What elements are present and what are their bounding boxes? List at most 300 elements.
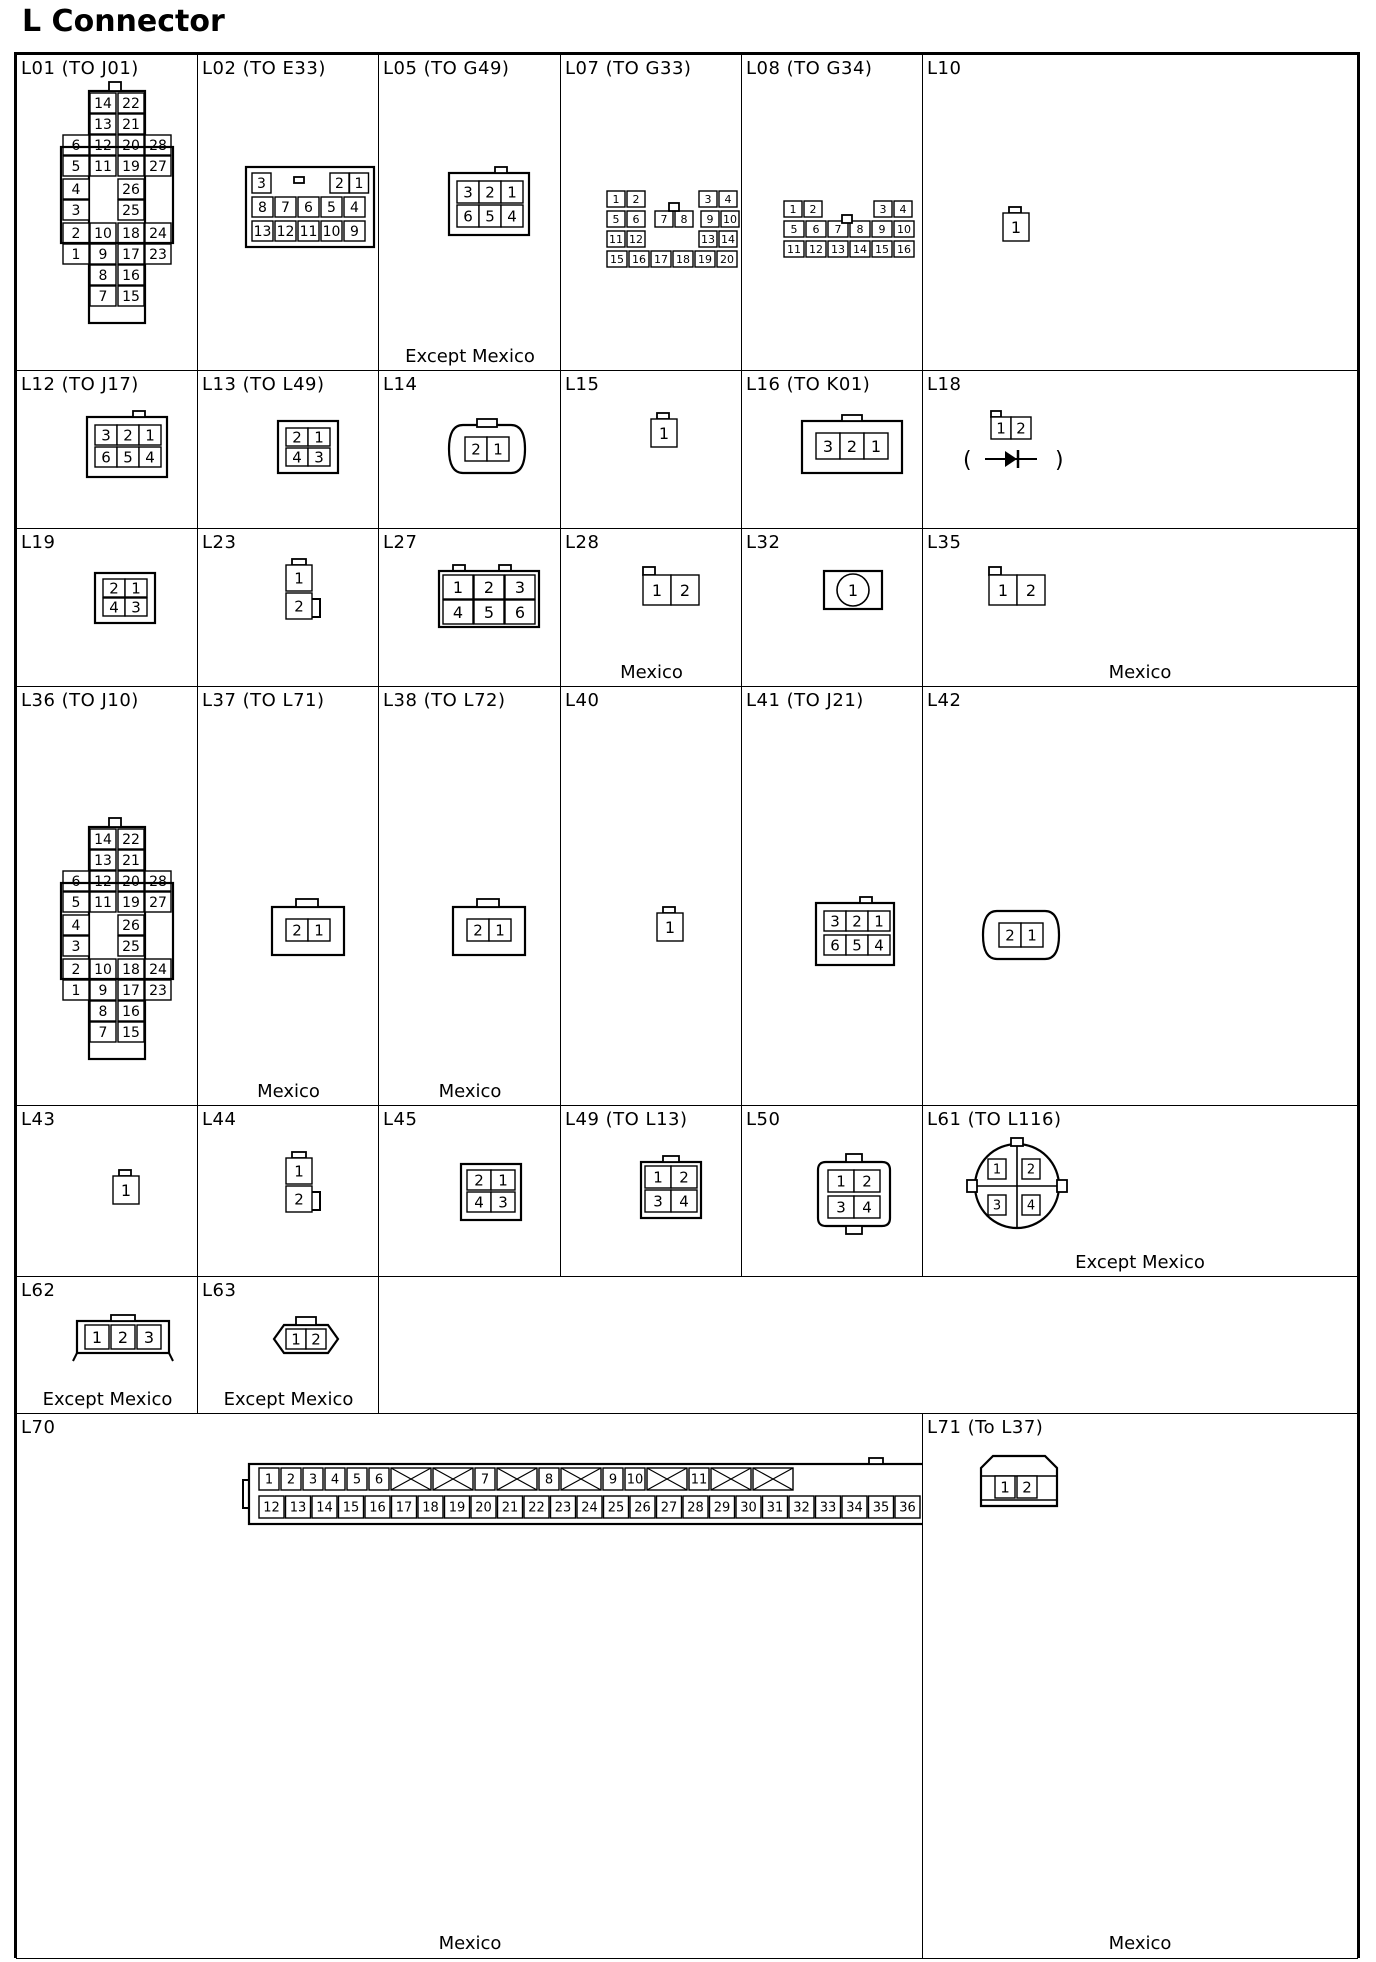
connector-diagram [439, 571, 526, 622]
pin-number: 3 [879, 202, 887, 216]
pin-number: 6 [304, 200, 313, 217]
connector-latch [296, 1317, 316, 1325]
pin-number: 1 [612, 192, 620, 206]
connector-latch [989, 567, 1001, 575]
pin-number: 3 [131, 598, 141, 617]
pin-number: 12 [809, 242, 823, 256]
pin-number: 1 [1027, 926, 1037, 945]
pin-number: 3 [101, 426, 111, 445]
connector-cell-l42 [922, 686, 1358, 1107]
connector-cell-l45 [378, 1105, 562, 1278]
empty-cell [378, 1276, 1358, 1415]
connector-latch [294, 177, 304, 183]
pin-number: 1 [997, 580, 1009, 600]
connector-latch [111, 1315, 135, 1321]
connector-cell-l16 [741, 370, 924, 530]
connector-label: L49 (TO L13) [565, 1109, 688, 1130]
connector-diagram [278, 421, 324, 467]
pin-number: 3 [498, 1193, 508, 1212]
pin-number: 5 [790, 222, 798, 236]
pin-number: 2 [123, 426, 133, 445]
connector-latch [643, 567, 655, 575]
pin-number: 1 [294, 569, 304, 588]
pin-number: 1 [131, 579, 141, 598]
market-note: Except Mexico [223, 1389, 354, 1410]
pin-number: 10 [94, 962, 112, 979]
pin-number: 15 [875, 242, 889, 256]
pin-number: 18 [676, 252, 690, 266]
connector-latch [846, 1226, 862, 1234]
pin-number: 25 [607, 1500, 625, 1516]
connector-latch [292, 559, 306, 565]
pin-number: 18 [122, 226, 140, 243]
connector-label: L42 [927, 690, 962, 711]
connector-diagram [274, 1321, 321, 1349]
pin-number: 4 [145, 448, 155, 467]
pin-number: 34 [846, 1500, 863, 1516]
lock-tab [312, 1192, 320, 1210]
connector-label: L63 [202, 1280, 237, 1301]
pin-number: 1 [498, 1171, 508, 1190]
connector-label: L13 (TO L49) [202, 374, 325, 395]
pin-number: 3 [514, 577, 526, 597]
pin-number: 5 [352, 1472, 362, 1488]
pin-number: 6 [71, 138, 81, 155]
pin-number: 2 [473, 921, 483, 940]
pin-number: 12 [276, 224, 295, 241]
pin-number: 4 [474, 1193, 484, 1212]
connector-cell-l63 [197, 1276, 380, 1415]
connector-cell-l62 [16, 1276, 199, 1415]
pin-number: 13 [831, 242, 845, 256]
connector-latch [296, 899, 318, 907]
pin-number: 2 [117, 1327, 129, 1347]
connector-label: L36 (TO J10) [21, 690, 139, 711]
pin-number: 4 [452, 602, 464, 622]
connector-label: L12 (TO J17) [21, 374, 139, 395]
pin-number: 8 [680, 212, 688, 226]
pin-number: 3 [653, 1192, 663, 1211]
connector-latch [109, 818, 121, 827]
pin-number: 2 [862, 1172, 872, 1191]
connector-latch [1009, 207, 1021, 213]
connector-label: L28 [565, 532, 600, 553]
connector-cell-l02 [197, 54, 380, 372]
pin-number: 27 [149, 159, 167, 176]
pin-number: 26 [122, 182, 140, 199]
connector-diagram [607, 191, 737, 266]
connector-label: L08 (TO G34) [746, 58, 873, 79]
pin-number: 1 [789, 202, 797, 216]
connector-latch [663, 907, 675, 913]
pin-number: 24 [149, 226, 167, 243]
connector-latch [967, 1180, 977, 1192]
connector-label: L10 [927, 58, 962, 79]
market-note: Except Mexico [42, 1389, 173, 1410]
pin-number: 7 [660, 212, 668, 226]
pin-number: 1 [658, 423, 670, 443]
connector-diagram [249, 1464, 916, 1516]
pin-number: 19 [448, 1500, 466, 1516]
pin-number: 23 [149, 247, 167, 264]
connector-label: L45 [383, 1109, 418, 1130]
connector-diagram [461, 1164, 508, 1212]
connector-diagram [87, 417, 155, 467]
pin-number: 1 [870, 436, 882, 456]
pin-number: 18 [122, 962, 140, 979]
pin-number: 10 [897, 222, 911, 236]
connector-diagram [816, 903, 884, 955]
pin-number: 19 [122, 159, 140, 176]
pin-number: 1 [264, 1472, 274, 1488]
connector-label: L15 [565, 374, 600, 395]
pin-number: 21 [122, 853, 140, 870]
pin-number: 33 [819, 1500, 837, 1516]
pin-number: 14 [94, 832, 112, 849]
connector-label: L40 [565, 690, 600, 711]
connector-label: L02 (TO E33) [202, 58, 326, 79]
pin-number: 20 [122, 138, 140, 155]
pin-number: 19 [122, 895, 140, 912]
pin-number: 10 [94, 226, 112, 243]
market-note: Mexico [438, 1933, 502, 1954]
connector-cell-l12 [16, 370, 199, 530]
pin-number: 7 [834, 222, 842, 236]
market-note: Mexico [1108, 662, 1172, 683]
pin-number: 4 [71, 182, 81, 199]
connector-diagram [449, 173, 517, 226]
pin-number: 4 [862, 1198, 872, 1217]
connector-diagram [272, 907, 324, 940]
pin-number: 14 [853, 242, 867, 256]
pin-number: 9 [98, 983, 108, 1000]
connector-label: L05 (TO G49) [383, 58, 510, 79]
pin-number: 26 [122, 918, 140, 935]
pin-number: 4 [874, 936, 884, 955]
pin-number: 1 [71, 247, 81, 264]
pin-number: 6 [830, 936, 840, 955]
pin-number: 1 [664, 917, 676, 937]
pin-number: 2 [852, 912, 862, 931]
pin-number: 23 [149, 983, 167, 1000]
pin-number: 2 [483, 577, 495, 597]
pin-number: 4 [350, 200, 359, 217]
connector-cell-l50 [741, 1105, 924, 1278]
pin-number: 4 [679, 1192, 689, 1211]
pin-number: 5 [483, 602, 495, 622]
pin-number: 28 [687, 1500, 704, 1516]
connector-label: L37 (TO L71) [202, 690, 325, 711]
pin-number: 1 [71, 983, 81, 1000]
connector-grid [14, 52, 1360, 1958]
pin-number: 1 [452, 577, 464, 597]
pin-number: 2 [485, 183, 495, 202]
connector-cell-l37 [197, 686, 380, 1107]
pin-number: 1 [996, 419, 1006, 438]
connector-latch [663, 1156, 679, 1162]
pin-number: 14 [316, 1500, 333, 1516]
pin-number: 4 [1026, 1198, 1036, 1214]
pin-number: 5 [612, 212, 620, 226]
pin-number: 16 [369, 1500, 386, 1516]
market-note: Mexico [438, 1081, 502, 1102]
connector-label: L19 [21, 532, 56, 553]
pin-number: 2 [679, 580, 691, 600]
page-title: L Connector [22, 4, 225, 39]
pin-number: 4 [724, 192, 732, 206]
pin-number: 22 [122, 96, 140, 113]
pin-number: 1 [493, 440, 503, 459]
pin-number: 4 [292, 448, 302, 467]
pin-number: 3 [71, 203, 81, 220]
connector-diagram [1003, 213, 1022, 237]
pin-number: 11 [299, 224, 318, 241]
pin-number: 25 [122, 939, 140, 956]
pin-number: 1 [291, 1330, 301, 1349]
connector-latch [1011, 1138, 1023, 1146]
pin-number: 2 [679, 1168, 689, 1187]
connector-label: L23 [202, 532, 237, 553]
connector-label: L50 [746, 1109, 781, 1130]
pin-number: 2 [71, 962, 81, 979]
pin-number: 2 [846, 436, 858, 456]
pin-number: 4 [507, 207, 517, 226]
pin-number: 1 [1000, 1478, 1010, 1497]
connector-diagram [657, 913, 676, 937]
pin-number: 2 [1026, 1162, 1036, 1178]
pin-number: 2 [71, 226, 81, 243]
pin-number: 2 [1016, 419, 1026, 438]
pin-number: 2 [109, 579, 119, 598]
connector-cell-l41 [741, 686, 924, 1107]
connector-diagram [643, 575, 691, 600]
connector-diagram [963, 417, 1064, 473]
connector-diagram [818, 1162, 872, 1217]
pin-number: 13 [253, 224, 272, 241]
pin-number: 22 [528, 1500, 545, 1516]
connector-latch [860, 897, 872, 903]
pin-number: 24 [149, 962, 167, 979]
pin-number: 5 [71, 159, 81, 176]
pin-number: 1 [120, 1180, 132, 1200]
pin-number: 11 [690, 1472, 708, 1488]
pin-number: 3 [143, 1327, 155, 1347]
connector-label: L61 (TO L116) [927, 1109, 1062, 1130]
connector-cell-l10 [922, 54, 1358, 372]
pin-number: 15 [122, 289, 140, 306]
pin-number: 9 [608, 1472, 618, 1488]
pin-number: 36 [899, 1500, 916, 1516]
pin-number: 18 [422, 1500, 439, 1516]
connector-latch [669, 203, 679, 211]
market-note: Mexico [1108, 1933, 1172, 1954]
connector-latch [477, 899, 499, 907]
connector-latch [842, 415, 862, 421]
pin-number: 35 [872, 1500, 890, 1516]
pin-number: 7 [98, 1025, 108, 1042]
pin-number: 9 [350, 224, 359, 241]
housing-feet [73, 1353, 173, 1361]
connector-diagram [59, 827, 167, 1042]
pin-number: 16 [122, 268, 140, 285]
connector-cell-l27 [378, 528, 562, 688]
pin-number: 10 [723, 212, 737, 226]
pin-number: 2 [809, 202, 817, 216]
connector-label: L43 [21, 1109, 56, 1130]
pin-number: 5 [485, 207, 495, 226]
connector-diagram [784, 201, 911, 256]
connector-label: L27 [383, 532, 418, 553]
pin-number: 14 [721, 232, 735, 246]
pin-number: 16 [122, 1004, 140, 1021]
market-note: Mexico [620, 662, 683, 683]
pin-number: 6 [101, 448, 111, 467]
market-note: Except Mexico [405, 346, 535, 367]
connector-diagram [95, 573, 141, 617]
pin-number: 3 [308, 1472, 318, 1488]
pin-number: 32 [793, 1500, 810, 1516]
pin-number: 3 [830, 912, 840, 931]
pin-number: 5 [71, 895, 81, 912]
connector-cell-l08 [741, 54, 924, 372]
connector-cell-l15 [560, 370, 743, 530]
pin-number: 8 [544, 1472, 554, 1488]
pin-number: 20 [720, 252, 734, 266]
pin-number: 3 [71, 939, 81, 956]
pin-number: 1 [91, 1327, 103, 1347]
pin-number: 1 [836, 1172, 846, 1191]
pin-number: 11 [94, 895, 112, 912]
market-note: Mexico [257, 1081, 320, 1102]
connector-cell-l49 [560, 1105, 743, 1278]
pin-number: 17 [395, 1500, 413, 1516]
connector-diagram [286, 1158, 304, 1209]
connector-latch [869, 1458, 883, 1464]
pin-number: 8 [258, 200, 267, 217]
connector-cell-l28 [560, 528, 743, 688]
connector-latch [1057, 1180, 1067, 1192]
pin-number: 1 [145, 426, 155, 445]
pin-number: 2 [471, 440, 481, 459]
pin-number: 9 [98, 247, 108, 264]
connector-cell-l19 [16, 528, 199, 688]
pin-number: 3 [836, 1198, 846, 1217]
pin-number: 9 [878, 222, 886, 236]
connector-label: L70 [21, 1417, 56, 1438]
pin-number: 4 [330, 1472, 340, 1488]
connector-diagram [641, 1162, 689, 1211]
pin-number: 28 [149, 138, 167, 155]
pin-number: 3 [992, 1198, 1002, 1214]
connector-label: L41 (TO J21) [746, 690, 864, 711]
pin-number: 1 [653, 1168, 663, 1187]
pin-number: 31 [766, 1500, 784, 1516]
connector-diagram [113, 1176, 132, 1200]
pin-number: 5 [123, 448, 133, 467]
pin-number: 1 [1010, 217, 1022, 237]
pin-number: 15 [610, 252, 624, 266]
pin-number: 7 [98, 289, 108, 306]
pin-number: 4 [109, 598, 119, 617]
connector-cell-l05 [378, 54, 562, 372]
connector-cell-l18 [922, 370, 1358, 530]
pin-number: 11 [94, 159, 112, 176]
pin-number: 16 [897, 242, 911, 256]
pin-number: 1 [507, 183, 517, 202]
connector-diagram [981, 1456, 1032, 1497]
connector-cell-l01 [16, 54, 199, 372]
connector-diagram [802, 421, 882, 456]
lock-tab [312, 599, 320, 617]
pin-number: 2 [1005, 926, 1015, 945]
connector-label: L07 (TO G33) [565, 58, 692, 79]
pin-number: 2 [294, 1190, 304, 1209]
connector-latch [477, 419, 497, 427]
pin-number: 1 [874, 912, 884, 931]
connector-latch [495, 167, 507, 173]
pin-number: 9 [706, 212, 714, 226]
pin-number: 27 [660, 1500, 678, 1516]
pin-number: 5 [852, 936, 862, 955]
pin-number: 6 [812, 222, 820, 236]
pin-number: 23 [554, 1500, 572, 1516]
connector-label: L14 [383, 374, 418, 395]
connector-diagram [453, 907, 505, 940]
connector-latch [657, 413, 669, 419]
connector-label: L35 [927, 532, 962, 553]
pin-number: 1 [314, 428, 324, 447]
pin-number: 2 [632, 192, 640, 206]
pin-number: 2 [311, 1330, 321, 1349]
pin-number: 1 [992, 1162, 1002, 1178]
connector-label: L16 (TO K01) [746, 374, 871, 395]
pin-number: 8 [98, 1004, 108, 1021]
pin-number: 2 [286, 1472, 296, 1488]
pin-number: 21 [122, 117, 140, 134]
pin-number: 6 [71, 874, 81, 891]
connector-diagram [983, 907, 1037, 945]
connector-latch [991, 411, 1001, 417]
pin-number: 19 [698, 252, 712, 266]
pin-number: 5 [327, 200, 336, 217]
pin-number: 29 [713, 1500, 731, 1516]
pin-number: 11 [609, 232, 623, 246]
market-note: Except Mexico [1075, 1252, 1205, 1273]
pin-number: 10 [322, 224, 341, 241]
pin-number: 12 [263, 1500, 280, 1516]
pin-number: 3 [822, 436, 834, 456]
connector-diagram [286, 565, 304, 616]
pin-number: 15 [122, 1025, 140, 1042]
pin-number: 2 [474, 1171, 484, 1190]
connector-cell-l61 [922, 1105, 1358, 1278]
pin-number: 24 [581, 1500, 598, 1516]
pin-number: 14 [94, 96, 112, 113]
pin-number: 17 [654, 252, 668, 266]
pin-number: 3 [704, 192, 712, 206]
connector-cell-l43 [16, 1105, 199, 1278]
connector-cell-l36 [16, 686, 199, 1107]
connector-latch [292, 1152, 306, 1158]
pin-number: 20 [475, 1500, 492, 1516]
pin-number: 13 [701, 232, 715, 246]
pin-number: 28 [149, 874, 167, 891]
pin-number: 3 [257, 176, 266, 193]
pin-number: 2 [294, 597, 304, 616]
pin-number: 8 [98, 268, 108, 285]
connector-latch [109, 82, 121, 91]
pin-number: 12 [629, 232, 643, 246]
